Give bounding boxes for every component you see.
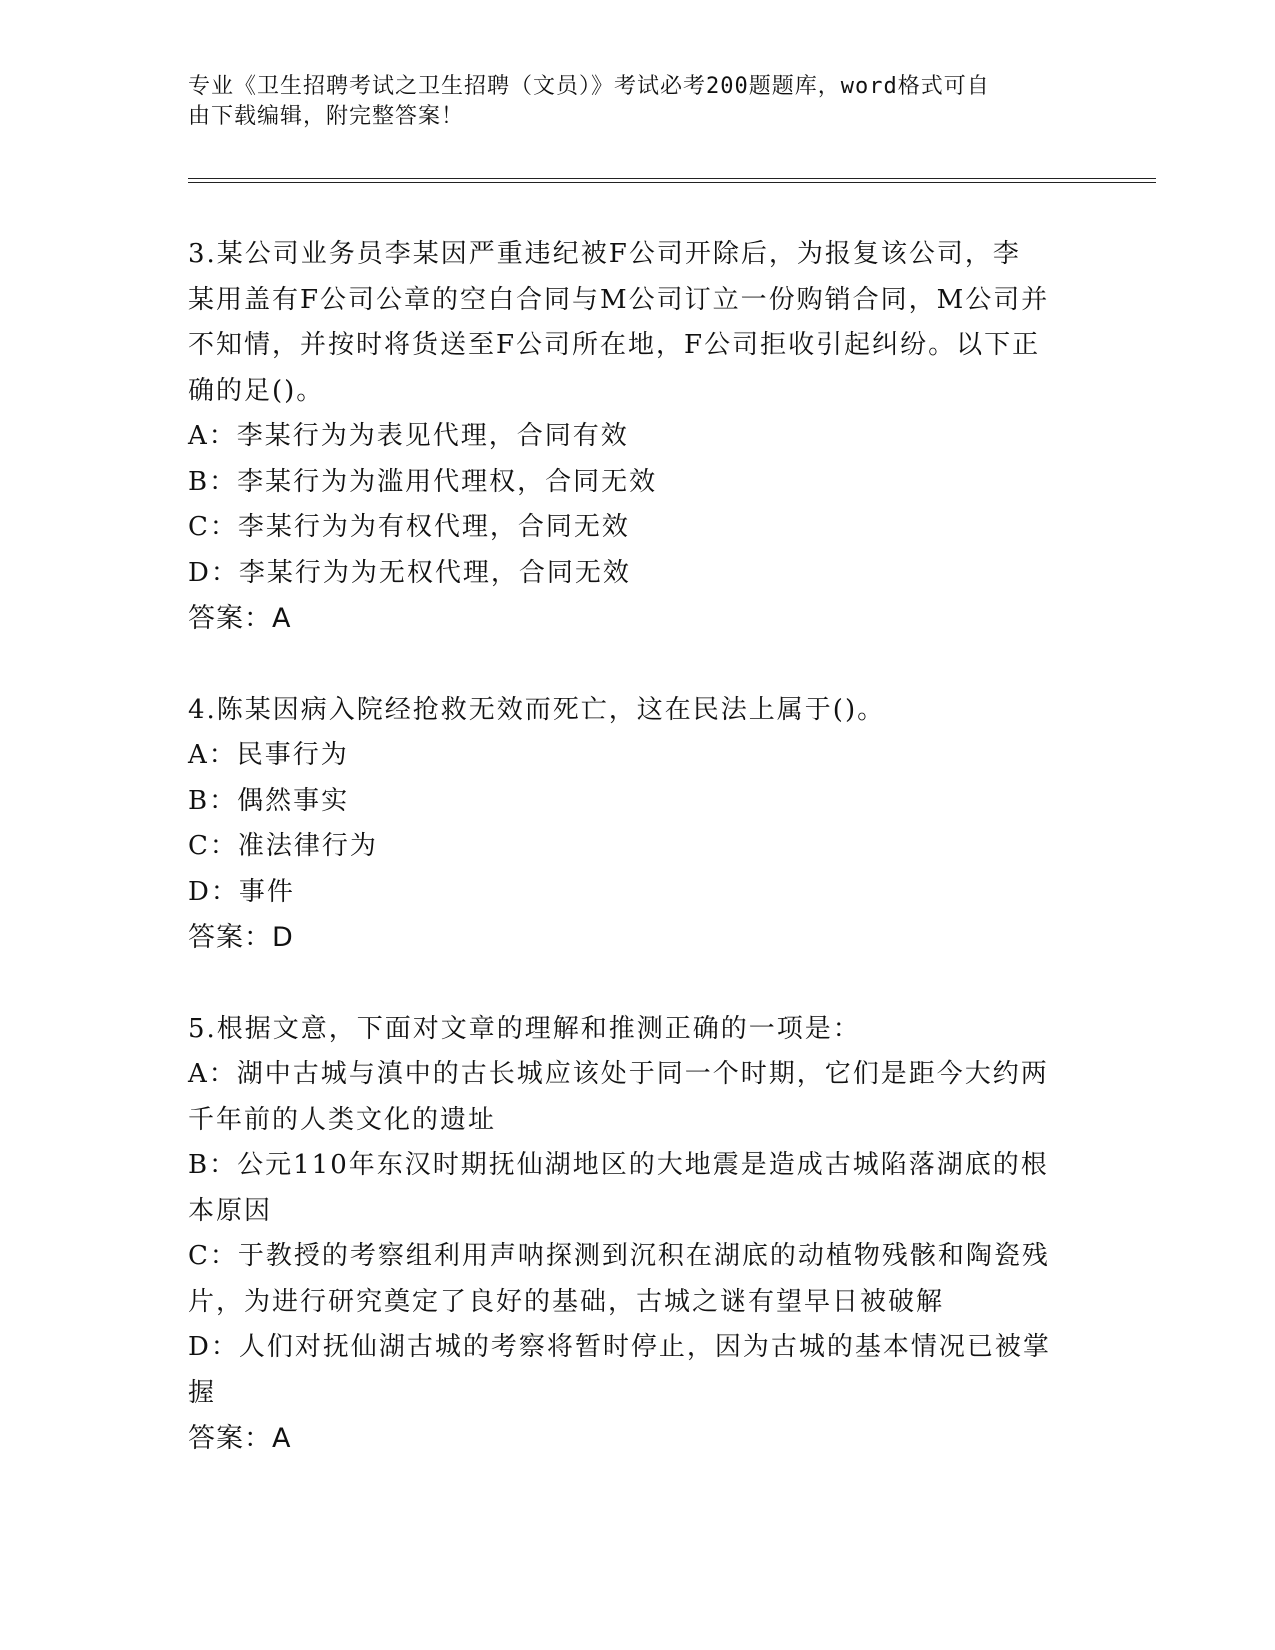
question-block bbox=[188, 1007, 1068, 1462]
option-b-continuation: 本原因 bbox=[188, 1195, 273, 1226]
option-d: D：李某行为为无权代理，合同无效 bbox=[188, 557, 631, 588]
option-a: A：湖中古城与滇中的古长城应该处于同一个时期，它们是距今大约两 bbox=[188, 1059, 1049, 1089]
option-b: B：偶然事实 bbox=[188, 785, 350, 816]
answer-line: 答案：A bbox=[188, 603, 292, 634]
question-list bbox=[188, 232, 1068, 1462]
header-line: 由下载编辑，附完整答案！ bbox=[188, 104, 465, 129]
question-block bbox=[188, 688, 1068, 961]
question-stem-line: 确的足()。 bbox=[188, 375, 325, 406]
option-c: C：于教授的考察组利用声呐探测到沉积在湖底的动植物残骸和陶瓷残 bbox=[188, 1241, 1050, 1271]
header-divider bbox=[188, 178, 1156, 183]
option-d-continuation: 握 bbox=[188, 1377, 217, 1408]
option-d: D：事件 bbox=[188, 876, 295, 907]
question-stem-line: 3.某公司业务员李某因严重违纪被F公司开除后，为报复该公司，李 bbox=[188, 239, 1021, 269]
question-stem-line: 不知情，并按时将货送至F公司所在地，F公司拒收引起纠纷。以下正 bbox=[188, 330, 1041, 360]
question-spacer bbox=[188, 961, 1068, 1007]
option-c: C：准法律行为 bbox=[188, 831, 378, 861]
option-b: B：李某行为为滥用代理权，合同无效 bbox=[188, 466, 658, 497]
question-stem-line: 某用盖有F公司公章的空白合同与M公司订立一份购销合同，M公司并 bbox=[188, 284, 1050, 315]
question-stem-line: 4.陈某因病入院经抢救无效而死亡，这在民法上属于()。 bbox=[188, 694, 886, 725]
option-d: D：人们对抚仙湖古城的考察将暂时停止，因为古城的基本情况已被掌 bbox=[188, 1332, 1051, 1362]
option-a-continuation: 千年前的人类文化的遗址 bbox=[188, 1104, 497, 1135]
answer-line: 答案：D bbox=[188, 922, 294, 953]
answer-line: 答案：A bbox=[188, 1423, 292, 1454]
header-line: 专业《卫生招聘考试之卫生招聘（文员）》考试必考200题题库，word格式可自 bbox=[188, 74, 990, 99]
option-b: B：公元110年东汉时期抚仙湖地区的大地震是造成古城陷落湖底的根 bbox=[188, 1150, 1049, 1180]
option-c-continuation: 片，为进行研究奠定了良好的基础，古城之谜有望早日被破解 bbox=[188, 1286, 945, 1317]
option-a: A：李某行为为表见代理，合同有效 bbox=[188, 421, 629, 451]
option-a: A：民事行为 bbox=[188, 740, 349, 770]
option-c: C：李某行为为有权代理，合同无效 bbox=[188, 512, 630, 542]
question-spacer bbox=[188, 642, 1068, 688]
document-header bbox=[188, 72, 1088, 132]
question-stem-line: 5.根据文意，下面对文章的理解和推测正确的一项是： bbox=[188, 1013, 861, 1044]
question-block bbox=[188, 232, 1068, 642]
